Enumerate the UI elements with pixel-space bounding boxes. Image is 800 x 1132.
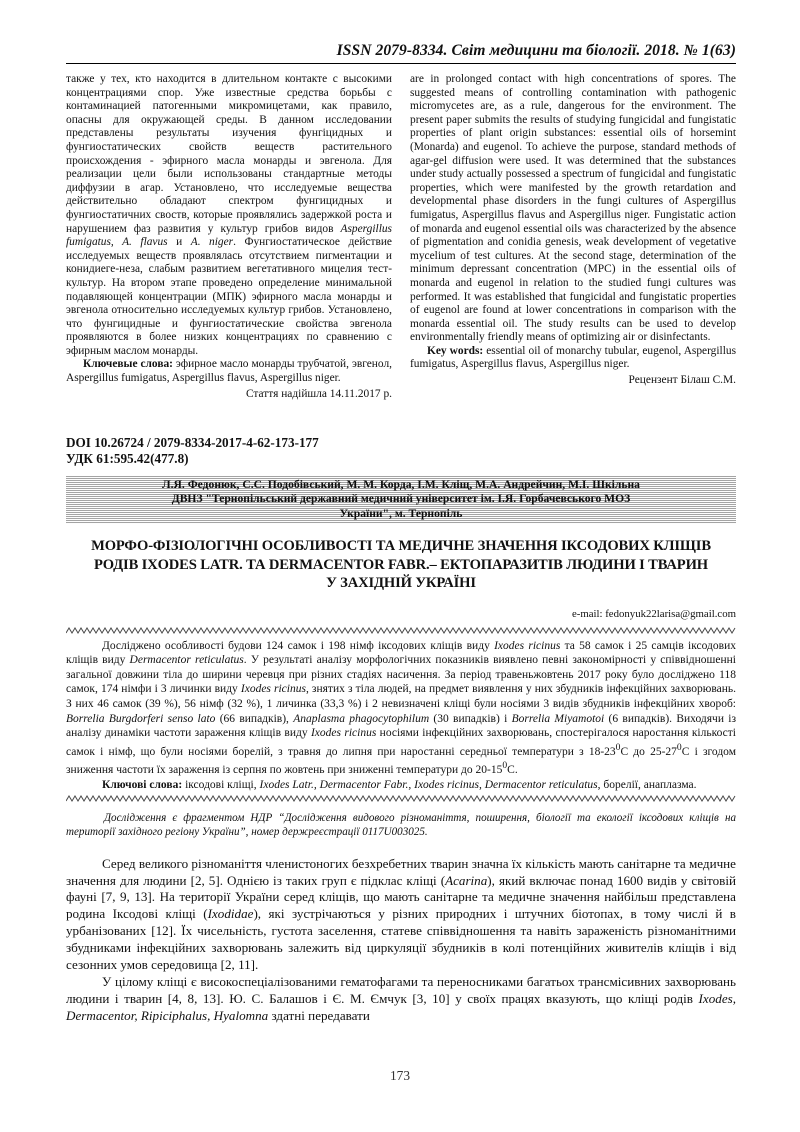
ua-species-6: Borrelia Miyamotoi	[511, 712, 605, 725]
abstract-en-paragraph: are in prolonged contact with high concentrations of spores. The suggested means of controlling contamination with pathogenic micromycetes are, as a rule, dangerous for the environment. The present paper submits the results of studying fungicidal and fungistatic properties of plant origin substances: essential oils of horsemint (Monarda) and eugenol. To achieve the purpose, standard methods of agar-gel diffusion were used. It was determined that the substances under study actually possessed a spectrum of fungicidal and fungistatic properties, which were manifested by the growth retardation and developmental phase disorders in the fungi cultures of Aspergillus fumigatus, Aspergillus flavus and Aspergillus niger. Fungistatic action of monarda and eugenol essential oils was characterized by the absence of pigmentation and conidia genesis, weak development of vegetative mycelium of test cultures. At the second stage, determination of the minimum depressant concentration (MPC) in the essential oils of monarda and eugenol in relation to the studied fungi cultures was performed. It was established that fungicidal and fungistatic properties of eugenol are found at lower concentrations in comparison with the monarda essential oil. The study results can be used to develop environmentally friendly means of optimizing air or disinfectants.	[410, 73, 736, 344]
affiliation-line-2: України", м. Тернопіль	[339, 506, 463, 520]
article-title-line-3: У ЗАХІДНІЙ УКРАЇНІ	[326, 575, 476, 592]
abstract-ukrainian-block	[66, 627, 736, 803]
abstract-en-keywords	[410, 345, 736, 372]
abstract-columns	[66, 73, 736, 401]
authors-band	[66, 476, 736, 525]
ua-seg-f: (30 випадків) і	[429, 712, 512, 725]
zigzag-rule-top	[66, 627, 736, 634]
body-paragraph-2	[66, 974, 736, 1025]
ua-species-4: Borrelia Burgdorferi senso lato	[66, 712, 216, 725]
abstract-ru-keywords-label: Ключевые слова:	[83, 358, 173, 371]
body-p2-seg-b: здатні передавати	[268, 1007, 370, 1023]
ua-seg-k: С і згодом зниження частоти їх зараження із серпня по жовтень при зниженні температури до 20-15	[66, 745, 736, 777]
ua-species-7: Ixodes ricinus	[310, 727, 377, 740]
abstract-ru-species-1: Aspergillus fumigatus, A. flavus	[66, 222, 392, 249]
running-head: ISSN 2079-8334. Світ медицини та біології. 2018. № 1(63)	[336, 42, 736, 59]
abstract-ru-paragraph	[66, 73, 392, 358]
abstract-en-keywords-label: Key words:	[427, 344, 484, 357]
body-p1-italic-1: Acarina	[445, 872, 488, 888]
body-p2-italic-1: Ixodes, Dermacentor, Ripiciphalus, Hyalomna	[66, 990, 736, 1023]
ua-species-1: Ixodes ricinus	[494, 639, 561, 652]
received-date: Стаття надійшла 14.11.2017 р.	[245, 387, 392, 400]
author-names: Л.Я. Федонюк, С.С. Подобівський, М. М. Корда, І.М. Кліщ, М.А. Андрейчин, М.І. Шкільна	[162, 477, 640, 491]
ua-degree-3: 0	[502, 760, 508, 772]
contact-email[interactable]: e-mail: fedonyuk22larisa@gmail.com	[571, 607, 736, 620]
doi-line: DOI 10.26724 / 2079-8334-2017-4-62-173-177	[66, 434, 319, 450]
abstract-ru-species-2: A. niger	[190, 236, 234, 249]
ua-seg-c: . У результаті аналізу морфологічних показників виявлено певні закономірності у співвідношенні загальної довжини тіла до ширини черевця при різних стадіях насичення. За період травеньжовтень 2017 року було досліджено 118 самок, 174 німфи і 3 личинки виду	[66, 654, 736, 696]
article-title-line-2: РОДІВ IXODES LATR. ТА DERMACENTOR FABR.– ЕКТОПАРАЗИТІВ ЛЮДИНИ І ТВАРИН	[94, 556, 708, 573]
abstract-ru-text-part1: также у тех, кто находится в длительном контакте с высокими концентрациями спор. Уже известные средства борьбы с контаминацией патогенными микромицетами, как правило, опасны для окружающей среды. В данном исследовании представлены результаты изучения фунгіцидных и фунгиостатических свойств веществ растительного происхождения - эфирного масла монарды и эвгенола. Для реализации цели были использованы стандартные методы диффузии в агар. Установлено, что исследуемые вещества действительно обладают спектром фунгицидных и фунгиостатичних своств, которые проявлялись задержкой роста и нарушением фаз развития у культур грибов видов	[66, 73, 392, 235]
reviewer-line: Рецензент Білаш С.М.	[628, 374, 736, 387]
abstract-ua-keywords	[66, 778, 736, 793]
ua-kw-seg-a: іксодові кліщі,	[182, 778, 260, 791]
page-number: 173	[389, 1068, 411, 1083]
zigzag-rule-bottom	[66, 795, 736, 802]
ua-seg-e: (66 випадків),	[215, 712, 294, 725]
abstract-ua-keywords-label: Ключові слова:	[102, 778, 183, 791]
article-title	[66, 537, 736, 592]
abstract-ukrainian-body	[66, 634, 736, 796]
doi-block	[66, 435, 736, 467]
abstract-ru-keywords	[66, 358, 392, 385]
abstract-column-russian	[66, 73, 392, 401]
abstract-ru-text-part2: . Фунгиостатическое действие исследуемых веществ проявлялась отсутствием пигментации и конидиеге-неза, слабым развитием вегетативного мицелия тест-культур. На втором этапе проведено определение минимальной подавляющей концентрации (МПК) эфирного масла монарды и эвгенола относительно исследуемых культур грибов. Установлено, что фунгицидные и фунгиостатические свойства эвгенола проявляются в более низких концентрациях по сравнению с эфирным маслом монарды.	[66, 236, 392, 357]
body-p1-seg-a: Серед великого різноманіття членистоногих безхребетних тварин значна їх кількість мають санітарне та медичне значення для людини [2, 5]. Однією із таких груп є підклас кліщі (	[66, 855, 736, 888]
ua-degree-1: 0	[615, 741, 621, 753]
article-body	[66, 856, 736, 1025]
ua-species-3: Ixodes ricinus	[240, 683, 306, 696]
body-paragraph-1	[66, 856, 736, 974]
running-head-rule	[66, 63, 736, 64]
abstract-ru-keywords-text: эфирное масло монарды трубчатой, эвгенол, Aspergillus fumigatus, Aspergillus flavus, Aspergillus niger.	[66, 358, 392, 385]
ua-species-2: Dermacentor reticulatus	[129, 654, 244, 667]
ua-seg-j: С до 25-27	[620, 745, 677, 758]
ua-degree-2: 0	[676, 741, 682, 753]
abstract-ru-conjunction: и	[167, 236, 191, 249]
abstract-ua-paragraph	[66, 639, 736, 778]
abstract-column-english	[410, 73, 736, 401]
ua-seg-d: , знятих з тіла людей, на предмет виявлення у них збудників інфекційних захворювань. З них 46 самок (39 %), 56 німф (32 %), 1 личинка (33,3 %) і 2 невизначені кліщі були носіями 3 видів збудників інфекційних хвороб:	[66, 683, 736, 711]
ua-seg-h: носіями інфекційних захворювань, спостерігалося наростання кількості самок і німф, що були носіями борелій, з травня до липня при наростанні середньої температури з 18-23	[66, 727, 736, 758]
ua-species-5: Anaplasma phagocytophilum	[293, 712, 430, 725]
ua-seg-b: та 58 самок і 25 самців іксодових кліщів виду	[66, 639, 736, 667]
body-p2-seg-a: У цілому кліщі є високоспеціалізованими гематофагами та переносниками багатьох трансмісивних захворювань людини і тварин [4, 8, 13]. Ю. С. Балашов і Є. М. Ємчук [3, 10] у своїх працях вказують, що кліщі родів	[66, 974, 736, 1006]
abstract-en-keywords-text: essential oil of monarchy tubular, eugenol, Aspergillus fumigatus, Aspergillus flavus, Aspergillus niger.	[410, 344, 737, 371]
affiliation-line-1: ДВНЗ "Тернопільський державний медичний університет ім. І.Я. Горбачевського МОЗ	[171, 492, 631, 506]
page-content	[66, 42, 736, 1025]
ua-seg-a: Досліджено особливості будови 124 самок і 198 німф іксодових кліщів виду	[102, 639, 495, 652]
ua-seg-g: (6 випадків). Виходячи із аналізу динаміки частоти зараження кліщів виду	[66, 712, 737, 740]
body-p1-seg-b: ), який включає понад 1600 видів у світовій фауні [7, 9, 13]. На території України серед кліщів, що мають санітарне та медичне значення найбільш представлена родина Іксодові кліщі (	[66, 872, 736, 922]
ua-kw-seg-b: , борелії, анаплазма.	[597, 778, 697, 791]
ua-kw-species: Ixodes Latr., Dermacentor Fabr., Ixodes ricinus, Dermacentor reticulatus	[259, 778, 598, 791]
udk-line: УДК 61:595.42(477.8)	[66, 450, 189, 466]
body-p1-seg-c: ), які зустрічаються у різних природних і штучних біотопах, в тому числі й в урбанізованих [12]. Їх чисельність, густота заселення, статеве співвідношення та навіть зараженість різноманітними збудниками інфекційних захворювань залежить від циркуляції збудників в колі потенційних живителів кліщів і від сезонних умов середовища [2, 11].	[66, 906, 736, 973]
ua-seg-l: С.	[507, 764, 518, 777]
article-title-line-1: МОРФО-ФІЗІОЛОГІЧНІ ОСОБЛИВОСТІ ТА МЕДИЧНЕ ЗНАЧЕННЯ ІКСОДОВИХ КЛІЩІВ	[91, 538, 711, 555]
body-p1-italic-2: Ixodidae	[207, 906, 254, 922]
research-funding-note: Дослідження є фрагментом НДР “Дослідження видового різноманіття, поширення, біології та екології іксодових кліщів на території західного регіону України”, номер держреєстрації 0117U003025.	[66, 812, 736, 839]
